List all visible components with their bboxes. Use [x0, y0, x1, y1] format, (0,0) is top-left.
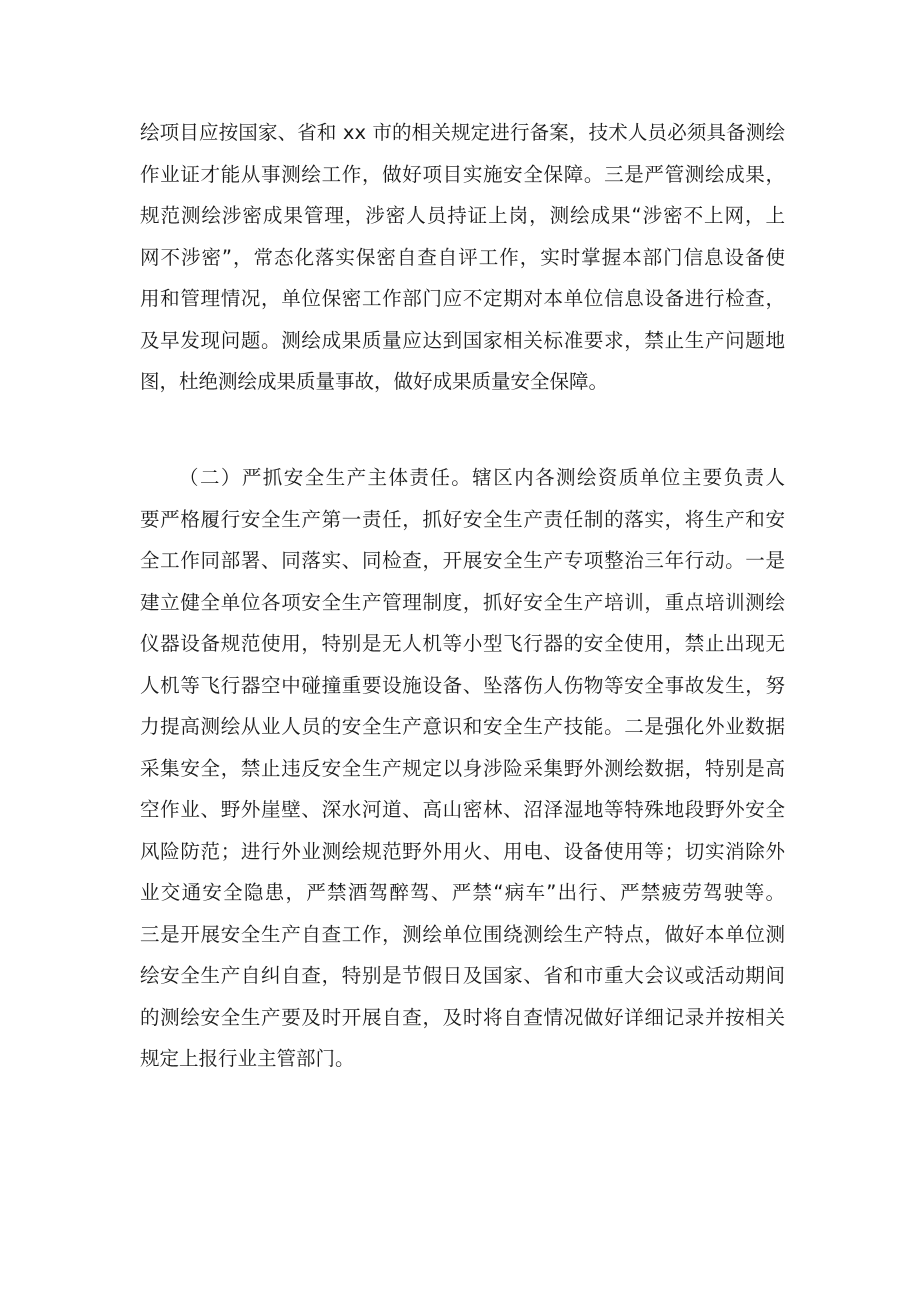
- paragraph-line: 图，杜绝测绘成果质量事故，做好成果质量安全保障。: [140, 370, 609, 393]
- paragraph-surveying-results: [140, 112, 785, 403]
- paragraph-line: 用和管理情况，单位保密工作部门应不定期对本单位信息设备进行检查，: [140, 287, 785, 310]
- paragraph-line: 及早发现问题。测绘成果质量应达到国家相关标准要求，禁止生产问题地: [140, 328, 785, 352]
- paragraph-line: 作业证才能从事测绘工作，做好项目实施安全保障。三是严管测绘成果，: [140, 162, 785, 186]
- paragraph-line: 规范测绘涉密成果管理，涉密人员持证上岗，测绘成果“涉密不上网，上: [140, 204, 785, 227]
- paragraph-line: 风险防范；进行外业测绘规范野外用火、用电、设备使用等；切实消除外: [140, 839, 785, 863]
- paragraph-line: 的测绘安全生产要及时开展自查，及时将自查情况做好详细记录并按相关: [140, 1005, 785, 1029]
- paragraph-line: 力提高测绘从业人员的安全生产意识和安全生产技能。二是强化外业数据: [140, 715, 785, 738]
- paragraph-line: 采集安全，禁止违反安全生产规定以身涉险采集野外测绘数据，特别是高: [140, 756, 785, 780]
- paragraph-line: 要严格履行安全生产第一责任，抓好安全生产责任制的落实，将生产和安: [140, 507, 785, 531]
- paragraph-line: 仪器设备规范使用，特别是无人机等小型飞行器的安全使用，禁止出现无: [140, 632, 785, 655]
- paragraph-line: 业交通安全隐患，严禁酒驾醉驾、严禁“病车”出行、严禁疲劳驾驶等。: [140, 881, 785, 904]
- paragraph-line: 网不涉密”，常态化落实保密自查自评工作，实时掌握本部门信息设备使: [140, 245, 785, 269]
- paragraph-line: 全工作同部署、同落实、同检查，开展安全生产专项整治三年行动。一是: [140, 549, 785, 572]
- paragraph-line: 建立健全单位各项安全生产管理制度，抓好安全生产培训，重点培训测绘: [140, 590, 785, 614]
- paragraph-line: 绘安全生产自纠自查，特别是节假日及国家、省和市重大会议或活动期间: [140, 964, 785, 987]
- section-heading-line: （二）严抓安全生产主体责任。辖区内各测绘资质单位主要负责人: [179, 466, 785, 489]
- paragraph-safety-responsibility: [140, 457, 785, 1080]
- paragraph-line: 三是开展安全生产自查工作，测绘单位围绕测绘生产特点，做好本单位测: [140, 922, 785, 946]
- paragraph-line: 绘项目应按国家、省和 xx 市的相关规定进行备案，技术人员必须具备测绘: [140, 121, 785, 144]
- paragraph-line: 规定上报行业主管部门。: [140, 1047, 355, 1070]
- paragraph-line: 人机等飞行器空中碰撞重要设施设备、坠落伤人伤物等安全事故发生，努: [140, 673, 785, 697]
- paragraph-line: 空作业、野外崖壁、深水河道、高山密林、沼泽湿地等特殊地段野外安全: [140, 798, 785, 821]
